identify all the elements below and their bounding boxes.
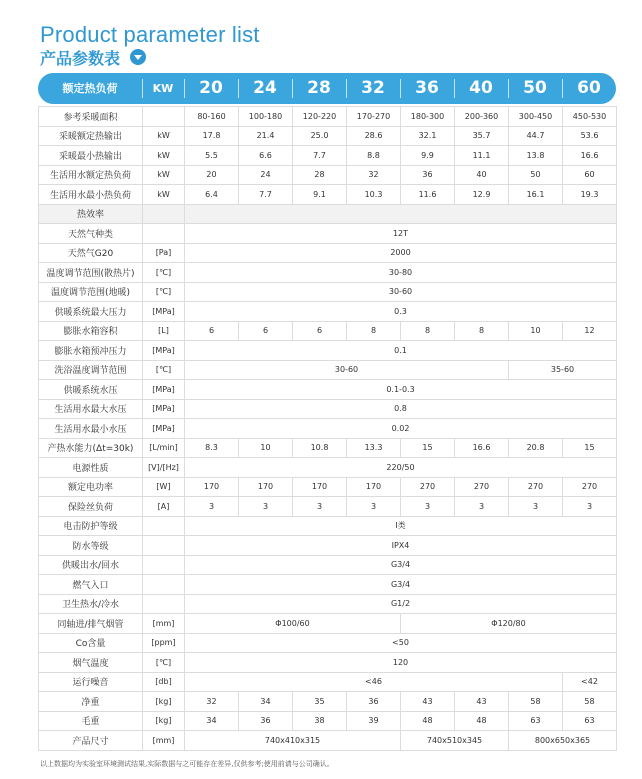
table-cell: 270 <box>563 477 617 497</box>
table-cell: <46 <box>185 672 563 692</box>
row-unit: kW <box>143 126 185 146</box>
row-label: 产品尺寸 <box>39 731 143 751</box>
row-label: 天然气种类 <box>39 224 143 244</box>
row-label: 燃气入口 <box>39 575 143 595</box>
table-cell: 30-80 <box>185 263 617 283</box>
row-unit: [Pa] <box>143 243 185 263</box>
table-cell: 3 <box>347 497 401 517</box>
table-row <box>39 302 617 322</box>
table-cell: 6 <box>185 321 239 341</box>
header-model-20: 20 <box>199 78 223 98</box>
table-cell: 3 <box>509 497 563 517</box>
table-cell: <42 <box>563 672 617 692</box>
row-unit: [℃] <box>143 282 185 302</box>
table-row <box>39 341 617 361</box>
row-unit: [W] <box>143 477 185 497</box>
page-title-chinese: 产品参数表 <box>40 49 121 68</box>
table-cell: 60 <box>563 165 617 185</box>
page-title-english: Product parameter list <box>40 22 260 47</box>
row-label: 额定电功率 <box>39 477 143 497</box>
row-unit: kW <box>143 146 185 166</box>
table-row <box>39 555 617 575</box>
table-row <box>39 146 617 166</box>
table-cell: 0.8 <box>185 399 617 419</box>
row-label: 电源性质 <box>39 458 143 478</box>
table-cell: 16.6 <box>455 438 509 458</box>
table-cell: 11.1 <box>455 146 509 166</box>
table-cell: 39 <box>347 711 401 731</box>
row-label: 采暖最小热输出 <box>39 146 143 166</box>
table-cell: 8.3 <box>185 438 239 458</box>
table-cell: 8.8 <box>347 146 401 166</box>
table-row <box>39 653 617 673</box>
table-cell: <50 <box>185 633 617 653</box>
row-label: 参考采暖面积 <box>39 107 143 127</box>
table-cell: 3 <box>563 497 617 517</box>
table-cell: 21.4 <box>239 126 293 146</box>
table-cell: 170-270 <box>347 107 401 127</box>
table-cell: 38 <box>293 711 347 731</box>
table-cell: 28.6 <box>347 126 401 146</box>
table-row <box>39 243 617 263</box>
row-unit: [MPa] <box>143 302 185 322</box>
header-model-60: 60 <box>577 78 601 98</box>
table-cell: 12.9 <box>455 185 509 205</box>
table-cell: 32 <box>347 165 401 185</box>
table-cell: 170 <box>185 477 239 497</box>
table-cell: 20 <box>185 165 239 185</box>
row-label: 卫生热水/冷水 <box>39 594 143 614</box>
row-unit: [mm] <box>143 731 185 751</box>
table-row <box>39 165 617 185</box>
table-cell: 58 <box>509 692 563 712</box>
table-cell: 32.1 <box>401 126 455 146</box>
row-unit: [A] <box>143 497 185 517</box>
table-cell: 3 <box>185 497 239 517</box>
table-cell: 3 <box>401 497 455 517</box>
table-cell: 8 <box>401 321 455 341</box>
table-cell: 13.3 <box>347 438 401 458</box>
table-cell: 450-530 <box>563 107 617 127</box>
table-cell: 170 <box>293 477 347 497</box>
row-unit: [℃] <box>143 653 185 673</box>
table-cell: 10 <box>239 438 293 458</box>
row-label: 保险丝负荷 <box>39 497 143 517</box>
table-cell: 30-60 <box>185 282 617 302</box>
table-cell: 180-300 <box>401 107 455 127</box>
table-cell: 270 <box>509 477 563 497</box>
table-cell: G1/2 <box>185 594 617 614</box>
row-unit <box>143 594 185 614</box>
row-label: 热效率 <box>39 204 143 224</box>
table-cell: 0.1-0.3 <box>185 380 617 400</box>
table-cell: 15 <box>563 438 617 458</box>
table-cell: 200-360 <box>455 107 509 127</box>
table-row <box>39 711 617 731</box>
table-row <box>39 497 617 517</box>
header-model-28: 28 <box>307 78 331 98</box>
table-row <box>39 594 617 614</box>
header-label: 额定热负荷 <box>62 82 118 95</box>
row-unit: [db] <box>143 672 185 692</box>
table-cell: 300-450 <box>509 107 563 127</box>
row-label: 供暖系统水压 <box>39 380 143 400</box>
row-label: 洗浴温度调节范围 <box>39 360 143 380</box>
table-cell: 3 <box>293 497 347 517</box>
table-cell: 50 <box>509 165 563 185</box>
table-cell: 80-160 <box>185 107 239 127</box>
row-unit: [MPa] <box>143 399 185 419</box>
row-unit <box>143 224 185 244</box>
header-model-24: 24 <box>253 78 277 98</box>
table-cell: IPX4 <box>185 536 617 556</box>
table-row <box>39 224 617 244</box>
row-unit: [MPa] <box>143 419 185 439</box>
row-unit: [℃] <box>143 360 185 380</box>
row-label: 产热水能力(Δt=30k) <box>39 438 143 458</box>
table-cell: G3/4 <box>185 575 617 595</box>
table-cell: 120 <box>185 653 617 673</box>
table-cell: 36 <box>239 711 293 731</box>
row-unit: [MPa] <box>143 341 185 361</box>
table-cell: 170 <box>347 477 401 497</box>
row-unit <box>143 107 185 127</box>
table-cell: 43 <box>455 692 509 712</box>
table-cell: 12T <box>185 224 617 244</box>
row-unit <box>143 516 185 536</box>
header-model-40: 40 <box>469 78 493 98</box>
table-cell: 25.0 <box>293 126 347 146</box>
table-cell: 35 <box>293 692 347 712</box>
table-cell: 120-220 <box>293 107 347 127</box>
row-unit: [℃] <box>143 263 185 283</box>
header-unit: KW <box>152 82 174 95</box>
table-cell: 220/50 <box>185 458 617 478</box>
table-cell: 11.6 <box>401 185 455 205</box>
table-row <box>39 575 617 595</box>
row-label: Co含量 <box>39 633 143 653</box>
table-row <box>39 282 617 302</box>
table-cell: 35.7 <box>455 126 509 146</box>
row-label: 温度调节范围(散热片) <box>39 263 143 283</box>
table-cell: 16.1 <box>509 185 563 205</box>
row-unit: [L/min] <box>143 438 185 458</box>
row-unit: [kg] <box>143 692 185 712</box>
table-row <box>39 321 617 341</box>
table-cell: 35-60 <box>509 360 617 380</box>
table-cell: I类 <box>185 516 617 536</box>
table-row <box>39 419 617 439</box>
table-cell: 9.1 <box>293 185 347 205</box>
row-label: 供暖系统最大压力 <box>39 302 143 322</box>
table-cell: 30-60 <box>185 360 509 380</box>
table-row <box>39 126 617 146</box>
row-unit <box>143 575 185 595</box>
table-cell: 270 <box>401 477 455 497</box>
table-row <box>39 614 617 634</box>
table-row <box>39 477 617 497</box>
row-label: 生活用水额定热负荷 <box>39 165 143 185</box>
table-cell: 270 <box>455 477 509 497</box>
table-cell: 3 <box>455 497 509 517</box>
table-cell: 36 <box>347 692 401 712</box>
table-cell: 740x410x315 <box>185 731 401 751</box>
table-row <box>39 633 617 653</box>
table-row <box>39 692 617 712</box>
table-cell: G3/4 <box>185 555 617 575</box>
table-cell: 6.6 <box>239 146 293 166</box>
table-row <box>39 204 617 224</box>
table-cell: 20.8 <box>509 438 563 458</box>
row-unit: kW <box>143 185 185 205</box>
table-cell: 40 <box>455 165 509 185</box>
row-unit <box>143 204 185 224</box>
table-row <box>39 185 617 205</box>
table-cell: 740x510x345 <box>401 731 509 751</box>
row-unit: [mm] <box>143 614 185 634</box>
table-cell: 8 <box>347 321 401 341</box>
table-cell: 5.5 <box>185 146 239 166</box>
header-model-32: 32 <box>361 78 385 98</box>
table-row <box>39 458 617 478</box>
table-cell: 44.7 <box>509 126 563 146</box>
header-model-50: 50 <box>523 78 547 98</box>
row-label: 生活用水最大水压 <box>39 399 143 419</box>
table-cell: 100-180 <box>239 107 293 127</box>
table-cell: 48 <box>401 711 455 731</box>
row-label: 毛重 <box>39 711 143 731</box>
table-cell: 2000 <box>185 243 617 263</box>
table-row <box>39 107 617 127</box>
row-label: 生活用水最小热负荷 <box>39 185 143 205</box>
row-unit: kW <box>143 165 185 185</box>
table-cell <box>185 204 617 224</box>
table-cell: 0.3 <box>185 302 617 322</box>
table-cell: 53.6 <box>563 126 617 146</box>
row-unit: [L] <box>143 321 185 341</box>
table-cell: 7.7 <box>239 185 293 205</box>
row-label: 烟气温度 <box>39 653 143 673</box>
row-label: 防水等级 <box>39 536 143 556</box>
footnote: 以上数据均为实验室环境测试结果,实际数据与之可能存在差异,仅供参考;使用前请与公司确认。 <box>40 760 334 768</box>
table-row <box>39 438 617 458</box>
table-cell: 32 <box>185 692 239 712</box>
table-cell: 9.9 <box>401 146 455 166</box>
table-cell: 800x650x365 <box>509 731 617 751</box>
parameter-table <box>38 106 617 751</box>
table-row <box>39 731 617 751</box>
table-cell: 28 <box>293 165 347 185</box>
table-cell: 0.02 <box>185 419 617 439</box>
table-cell: Φ120/80 <box>401 614 617 634</box>
table-cell: 6 <box>239 321 293 341</box>
table-cell: 6.4 <box>185 185 239 205</box>
table-cell: 10 <box>509 321 563 341</box>
row-label: 运行噪音 <box>39 672 143 692</box>
row-label: 电击防护等级 <box>39 516 143 536</box>
table-cell: 7.7 <box>293 146 347 166</box>
table-cell: 34 <box>239 692 293 712</box>
table-cell: 17.8 <box>185 126 239 146</box>
row-unit: [MPa] <box>143 380 185 400</box>
table-cell: 10.3 <box>347 185 401 205</box>
table-cell: 63 <box>509 711 563 731</box>
table-row <box>39 536 617 556</box>
table-cell: 19.3 <box>563 185 617 205</box>
table-row <box>39 263 617 283</box>
table-row <box>39 672 617 692</box>
row-label: 同轴进/排气烟管 <box>39 614 143 634</box>
table-cell: 170 <box>239 477 293 497</box>
row-label: 天然气G20 <box>39 243 143 263</box>
table-cell: 6 <box>293 321 347 341</box>
table-row <box>39 360 617 380</box>
table-cell: 10.8 <box>293 438 347 458</box>
header-model-36: 36 <box>415 78 439 98</box>
row-unit: [ppm] <box>143 633 185 653</box>
table-cell: 0.1 <box>185 341 617 361</box>
row-label: 生活用水最小水压 <box>39 419 143 439</box>
row-label: 采暖额定热输出 <box>39 126 143 146</box>
table-cell: 15 <box>401 438 455 458</box>
table-cell: 58 <box>563 692 617 712</box>
row-unit: [kg] <box>143 711 185 731</box>
table-row <box>39 399 617 419</box>
row-label: 膨胀水箱预冲压力 <box>39 341 143 361</box>
table-cell: Φ100/60 <box>185 614 401 634</box>
chevron-down-icon <box>130 49 146 65</box>
table-cell: 63 <box>563 711 617 731</box>
table-cell: 48 <box>455 711 509 731</box>
row-label: 供暖出水/回水 <box>39 555 143 575</box>
row-unit <box>143 555 185 575</box>
row-label: 膨胀水箱容积 <box>39 321 143 341</box>
table-header <box>38 73 616 104</box>
row-label: 净重 <box>39 692 143 712</box>
row-unit <box>143 536 185 556</box>
row-unit: [V]/[Hz] <box>143 458 185 478</box>
row-label: 温度调节范围(地暖) <box>39 282 143 302</box>
table-cell: 36 <box>401 165 455 185</box>
table-cell: 16.6 <box>563 146 617 166</box>
table-cell: 3 <box>239 497 293 517</box>
table-cell: 24 <box>239 165 293 185</box>
table-cell: 13.8 <box>509 146 563 166</box>
table-cell: 43 <box>401 692 455 712</box>
table-cell: 12 <box>563 321 617 341</box>
table-cell: 34 <box>185 711 239 731</box>
table-cell: 8 <box>455 321 509 341</box>
table-row <box>39 516 617 536</box>
table-row <box>39 380 617 400</box>
